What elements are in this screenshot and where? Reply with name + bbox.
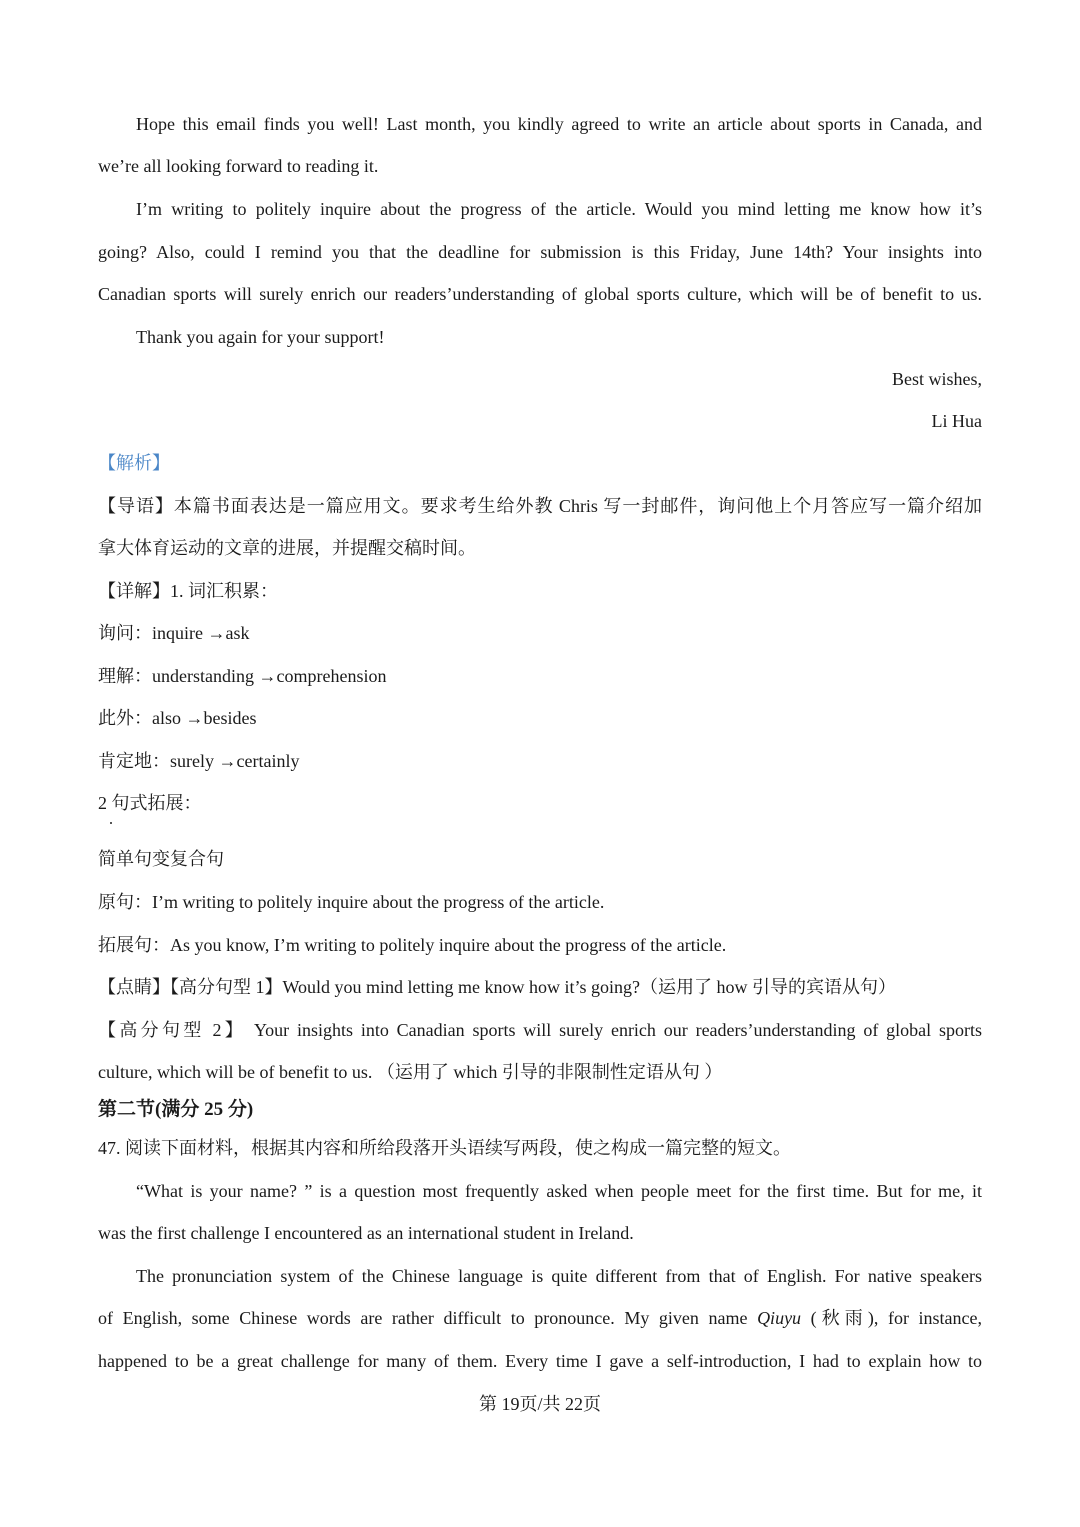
analysis-intro-line-2: 拿大体育运动的文章的进展，并提醒交稿时间。 xyxy=(98,538,476,558)
detail-heading: 【详解】1. 词汇积累： xyxy=(98,581,278,601)
analysis-intro-line-1: 【导语】本篇书面表达是一篇应用文。要求考生给外教 Chris 写一封邮件，询问他上个月答应写一篇介绍加 xyxy=(98,496,982,516)
pattern-type: 简单句变复合句 xyxy=(98,849,224,869)
highlight-pattern-2-line-1: 【高分句型 2】 Your insights into Canadian sports will surely enrich our readers’understanding of global sports xyxy=(98,1020,982,1040)
story-paragraph-1-line-1: “What is your name? ” is a question most frequently asked when people meet for the first time. But for me, it xyxy=(136,1181,982,1201)
question-47-instruction: 47. 阅读下面材料，根据其内容和所给段落开头语续写两段，使之构成一篇完整的短文。 xyxy=(98,1138,791,1158)
email-paragraph-2-line-1: I’m writing to politely inquire about the progress of the article. Would you mind letting me know how it’s xyxy=(136,199,982,219)
email-closing: Best wishes, xyxy=(892,369,982,389)
vocab-item: 肯定地：surely →certainly xyxy=(98,751,300,771)
highlight-pattern-2-line-2: culture, which will be of benefit to us. （运用了 which 引导的非限制性定语从句 ） xyxy=(98,1062,723,1082)
pattern-heading: 2 句式拓展： xyxy=(98,793,202,813)
analysis-heading: 【解析】 xyxy=(98,453,170,473)
email-paragraph-3: Thank you again for your support! xyxy=(136,327,385,347)
story-paragraph-2-line-3: happened to be a great challenge for many of them. Every time I gave a self-introduction, I had to explain how to xyxy=(98,1351,982,1371)
original-sentence: 原句：I’m writing to politely inquire about the progress of the article. xyxy=(98,892,605,912)
expanded-sentence: 拓展句：As you know, I’m writing to politely inquire about the progress of the article. xyxy=(98,935,727,955)
given-name: Qiuyu xyxy=(757,1308,802,1328)
story-paragraph-2-line-2 xyxy=(98,1306,982,1330)
vocab-item: 此外：also →besides xyxy=(98,708,257,728)
email-paragraph-2-line-3: Canadian sports will surely enrich our readers’understanding of global sports culture, which will be of benefit to us. xyxy=(98,284,982,304)
story-paragraph-2-line-1: The pronunciation system of the Chinese language is quite different from that of English. For native speakers xyxy=(136,1266,982,1286)
story-text: (秋雨), for instance, xyxy=(801,1308,982,1328)
story-paragraph-1-line-2: was the first challenge I encountered as an international student in Ireland. xyxy=(98,1223,634,1243)
highlight-pattern-1: 【点睛】【高分句型 1】Would you mind letting me know how it’s going?（运用了 how 引导的宾语从句） xyxy=(98,977,897,997)
email-paragraph-1-line-2: we’re all looking forward to reading it. xyxy=(98,156,379,176)
email-paragraph-1-line-1: Hope this email finds you well! Last month, you kindly agreed to write an article about sports in Canada, and xyxy=(136,114,982,134)
email-signature: Li Hua xyxy=(931,411,982,431)
email-paragraph-2-line-2: going? Also, could I remind you that the deadline for submission is this Friday, June 14th? Your insights into xyxy=(98,242,982,262)
page-footer: 第 19页/共 22页 xyxy=(478,1394,601,1414)
section-title: 第二节(满分 25 分) xyxy=(98,1099,254,1120)
vocab-item: 询问：inquire →ask xyxy=(98,623,250,643)
vocab-item: 理解：understanding →comprehension xyxy=(98,666,387,686)
story-text: of English, some Chinese words are rather difficult to pronounce. My given name xyxy=(98,1308,758,1328)
stray-dot xyxy=(110,822,112,824)
